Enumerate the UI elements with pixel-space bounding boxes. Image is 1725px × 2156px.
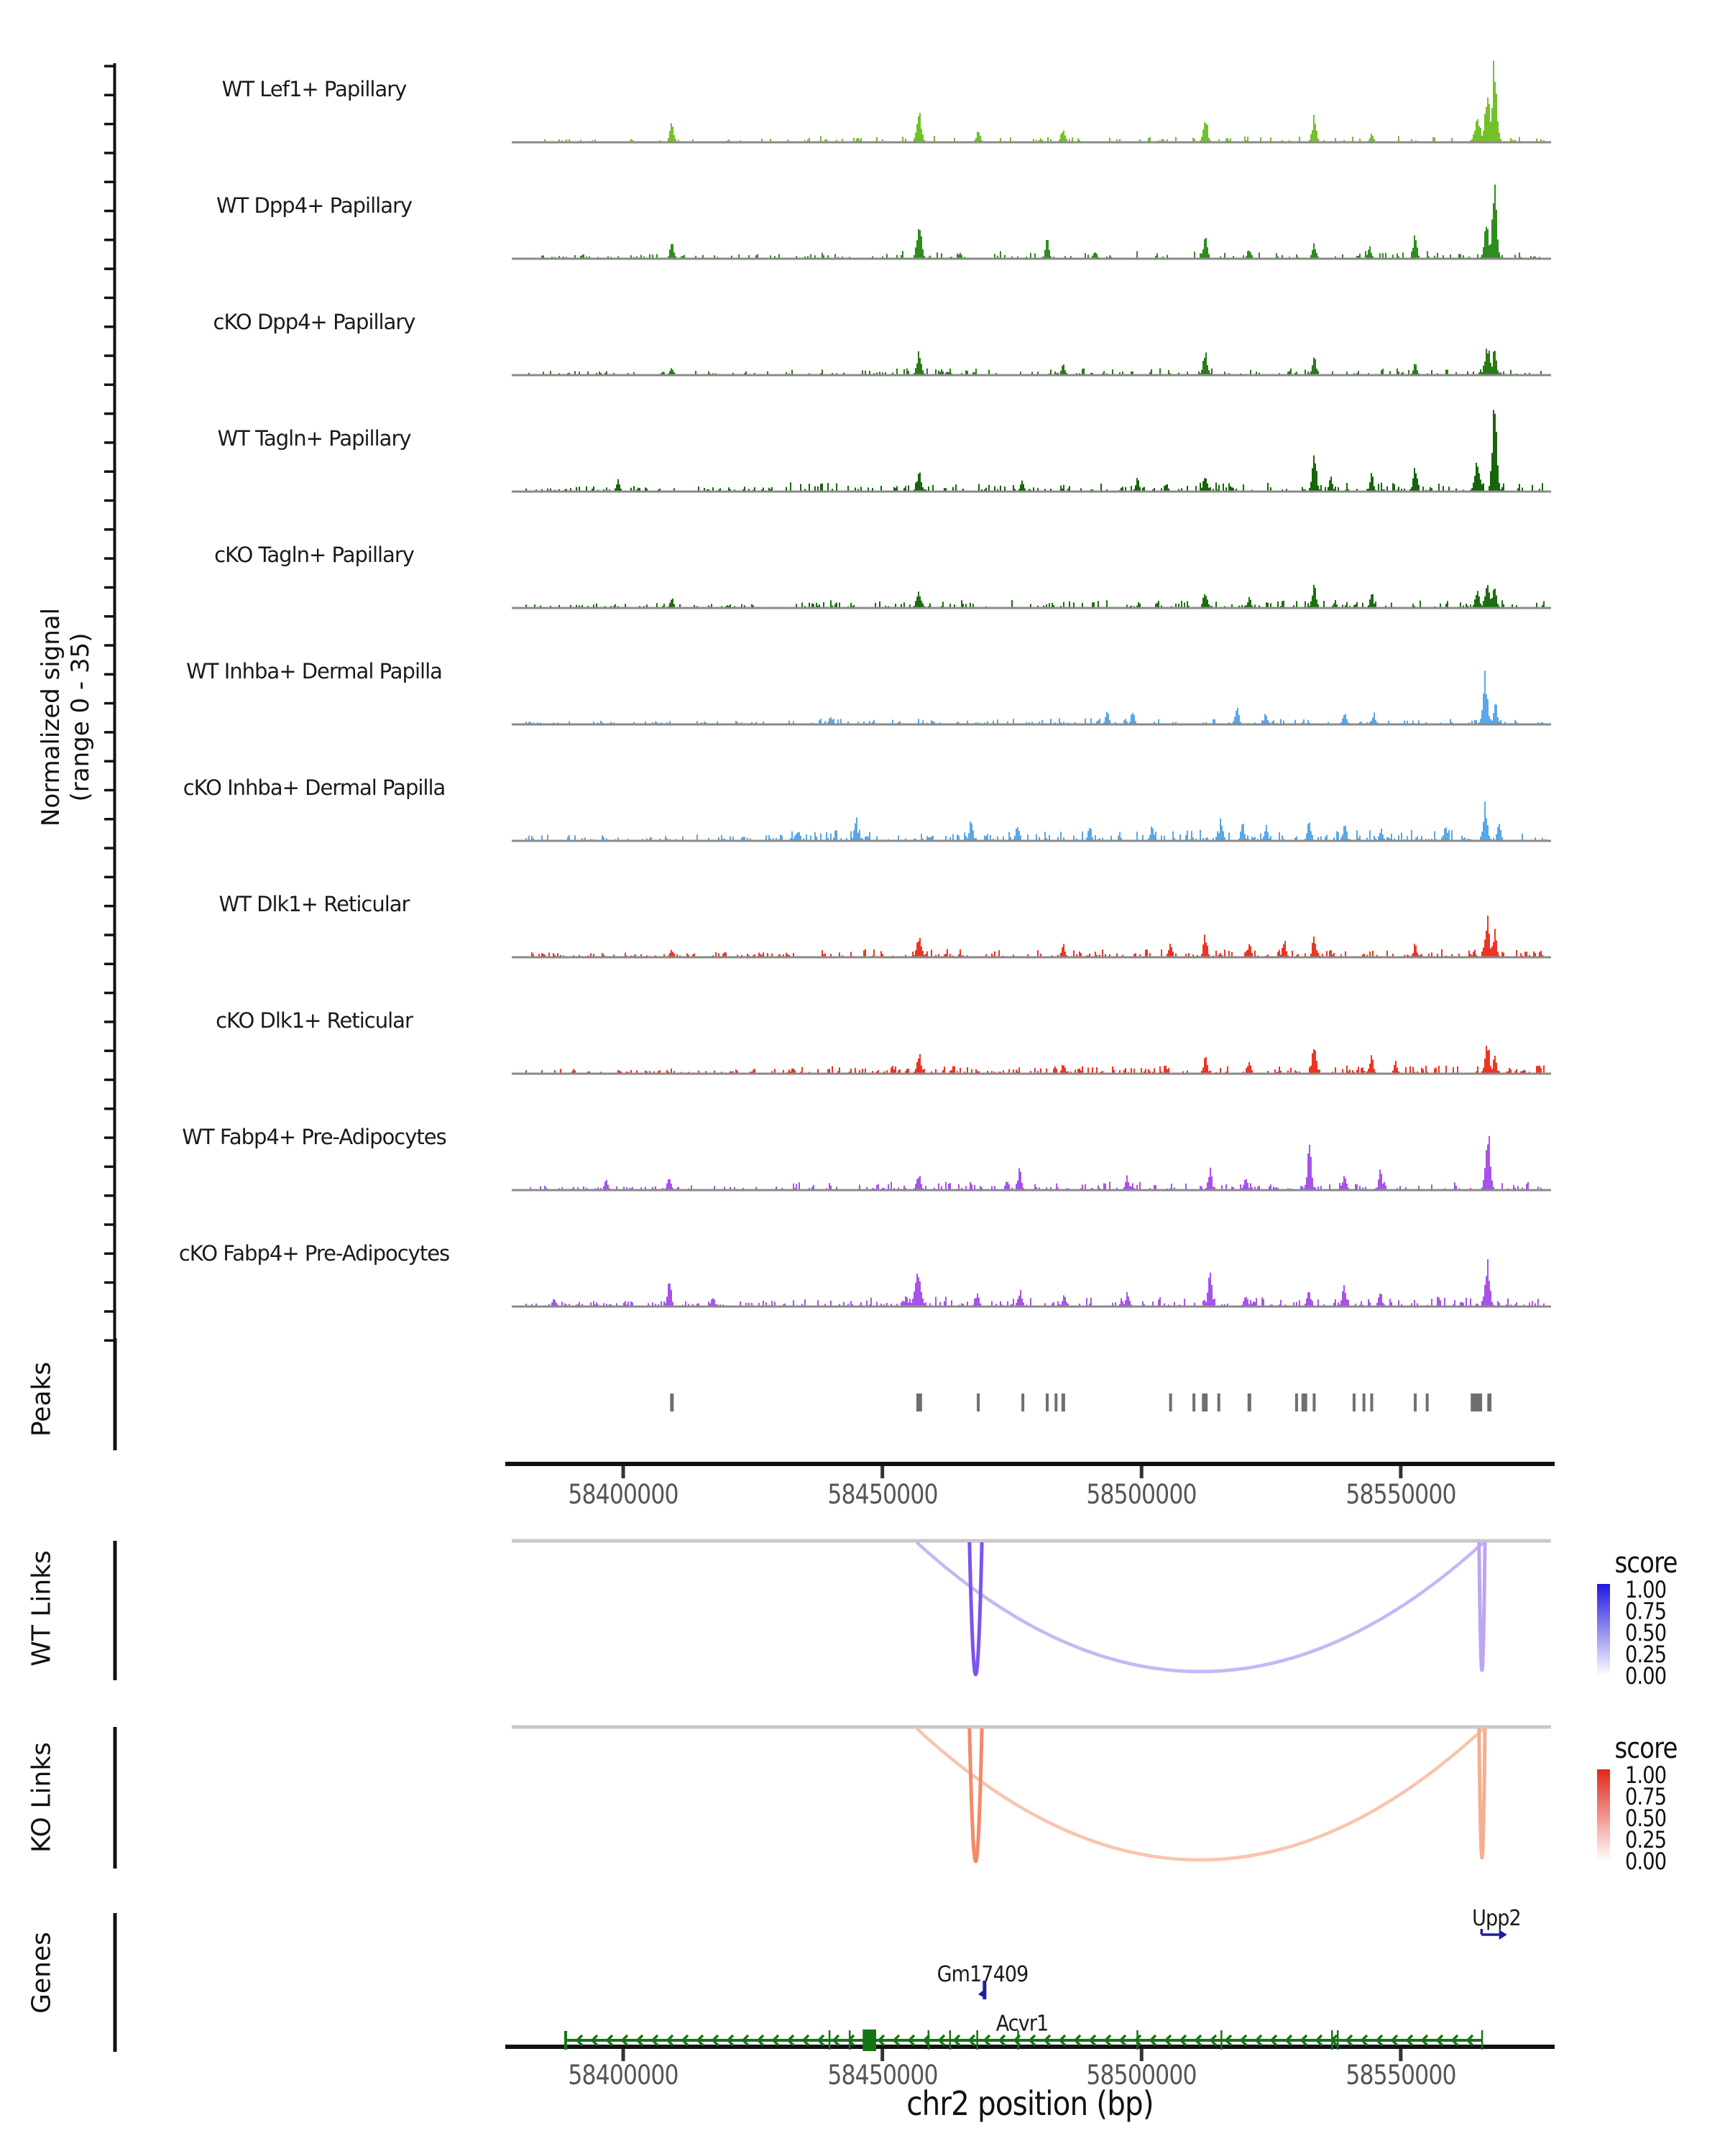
link-arc xyxy=(916,1542,1484,1672)
peak-interval xyxy=(1218,1393,1220,1411)
signal-track xyxy=(512,349,1551,375)
gene-strand-arrowhead-icon xyxy=(978,1989,985,1998)
genome-axis-bottom xyxy=(505,2047,1555,2061)
peak-interval xyxy=(1302,1393,1307,1411)
gene-strand-arrowhead-icon xyxy=(1499,1930,1507,1940)
signal-axis-label-line2: (range 0 - 35) xyxy=(66,632,95,802)
gene-label: Gm17409 xyxy=(937,1962,1029,1987)
peak-interval xyxy=(1054,1393,1057,1411)
score-legend-tick-label: 0.00 xyxy=(1625,1662,1667,1690)
score-legend-tick-label: 1.00 xyxy=(1625,1761,1667,1789)
track-label: WT Dpp4+ Papillary xyxy=(216,193,413,218)
track-signal xyxy=(542,185,1540,258)
peak-interval xyxy=(1370,1393,1373,1411)
peak-interval xyxy=(977,1393,980,1411)
peak-interval xyxy=(1414,1393,1417,1411)
link-arc xyxy=(916,1728,1484,1860)
score-legend-tick-label: 0.75 xyxy=(1625,1783,1667,1810)
ko-links-panel xyxy=(512,1727,1610,1861)
genome-axis-tick-label: 58500000 xyxy=(1086,2060,1197,2091)
link-arc xyxy=(1479,1728,1485,1858)
score-legend-tick-label: 0.25 xyxy=(1625,1641,1667,1668)
track-signal xyxy=(526,671,1542,723)
genes-section-label: Genes xyxy=(27,1932,57,2014)
score-legend-tick-label: 0.50 xyxy=(1625,1805,1667,1832)
peak-interval xyxy=(1295,1393,1298,1411)
track-label: WT Tagln+ Papillary xyxy=(217,426,411,451)
wt-links-section-label: WT Links xyxy=(27,1550,57,1667)
ko-score-legend-title: score xyxy=(1614,1732,1678,1765)
genome-axis-tick-label: 58400000 xyxy=(568,2060,678,2091)
link-arc xyxy=(1479,1542,1485,1670)
track-label: cKO Dpp4+ Papillary xyxy=(213,310,415,334)
peak-interval xyxy=(1192,1393,1195,1411)
gene-label: Upp2 xyxy=(1471,1906,1521,1931)
signal-y-axis xyxy=(104,63,115,1370)
peak-interval xyxy=(1487,1393,1491,1411)
peak-interval xyxy=(1471,1393,1482,1411)
track-label: WT Lef1+ Papillary xyxy=(221,77,407,101)
wt-links-panel xyxy=(512,1541,1610,1676)
genome-axis-tick-label: 58400000 xyxy=(568,1479,678,1510)
score-legend-tick-label: 0.00 xyxy=(1625,1848,1667,1875)
peak-interval xyxy=(1353,1393,1356,1411)
signal-track xyxy=(512,61,1551,143)
score-legend-tick-label: 0.25 xyxy=(1625,1826,1667,1853)
signal-track xyxy=(512,585,1551,608)
genome-axis-tick-label: 58550000 xyxy=(1346,1479,1456,1510)
signal-track xyxy=(512,1046,1551,1074)
signal-axis-label xyxy=(37,608,96,826)
peak-interval xyxy=(1169,1393,1172,1411)
track-signal xyxy=(526,410,1542,491)
peak-interval xyxy=(1312,1393,1315,1411)
signal-track xyxy=(512,1259,1551,1307)
gene-label: Acvr1 xyxy=(995,2011,1049,2037)
track-signal xyxy=(529,349,1541,374)
genome-axis-tick-label: 58500000 xyxy=(1086,1479,1197,1510)
link-arc xyxy=(970,1542,982,1674)
peak-interval xyxy=(1363,1393,1366,1411)
peaks-section-label: Peaks xyxy=(27,1361,57,1437)
score-legend-tick-label: 0.75 xyxy=(1625,1598,1667,1625)
gene-exon-box xyxy=(862,2030,876,2051)
genome-axis-top xyxy=(505,1464,1555,1478)
wt-score-legend-title: score xyxy=(1614,1547,1678,1580)
peaks-row xyxy=(670,1393,1491,1411)
signal-track xyxy=(512,801,1551,841)
score-legend-gradient xyxy=(1597,1584,1610,1676)
genome-axis-tick-label: 58450000 xyxy=(827,1479,938,1510)
track-label: WT Inhba+ Dermal Papilla xyxy=(186,659,442,683)
score-legend-tick-label: 1.00 xyxy=(1625,1576,1667,1603)
track-signal xyxy=(532,916,1542,956)
genome-axis-tick-label: 58450000 xyxy=(827,2060,938,2091)
signal-track xyxy=(512,410,1551,492)
peak-interval xyxy=(1426,1393,1429,1411)
track-signal xyxy=(526,585,1544,607)
link-arc xyxy=(970,1728,982,1861)
peak-interval xyxy=(1248,1393,1251,1411)
track-signal xyxy=(526,1046,1544,1072)
peak-interval xyxy=(1046,1393,1049,1411)
track-label: WT Fabp4+ Pre-Adipocytes xyxy=(182,1125,446,1149)
track-label: WT Dlk1+ Reticular xyxy=(218,892,410,916)
track-label: cKO Dlk1+ Reticular xyxy=(216,1008,413,1033)
signal-axis-label-line1: Normalized signal xyxy=(37,607,65,827)
track-signal xyxy=(526,1259,1544,1305)
peak-interval xyxy=(670,1393,673,1411)
peak-interval xyxy=(1021,1393,1024,1411)
track-signal xyxy=(526,801,1545,839)
peak-interval xyxy=(916,1393,922,1411)
x-axis-title: chr2 position (bp) xyxy=(906,2084,1154,2123)
signal-track xyxy=(512,185,1551,259)
ko-links-section-label: KO Links xyxy=(27,1742,57,1853)
signal-track xyxy=(512,671,1551,724)
track-label: cKO Fabp4+ Pre-Adipocytes xyxy=(178,1241,450,1266)
track-signal xyxy=(530,1136,1541,1189)
peak-interval xyxy=(1202,1393,1208,1411)
genome-axis-tick-label: 58550000 xyxy=(1346,2060,1456,2091)
score-legend-tick-label: 0.50 xyxy=(1625,1619,1667,1646)
signal-track xyxy=(512,1136,1551,1190)
score-legend-gradient xyxy=(1597,1769,1610,1861)
track-signal xyxy=(545,61,1544,142)
track-label: cKO Inhba+ Dermal Papilla xyxy=(183,775,446,800)
peak-interval xyxy=(1062,1393,1065,1411)
track-label: cKO Tagln+ Papillary xyxy=(214,543,414,567)
signal-track xyxy=(512,916,1551,957)
